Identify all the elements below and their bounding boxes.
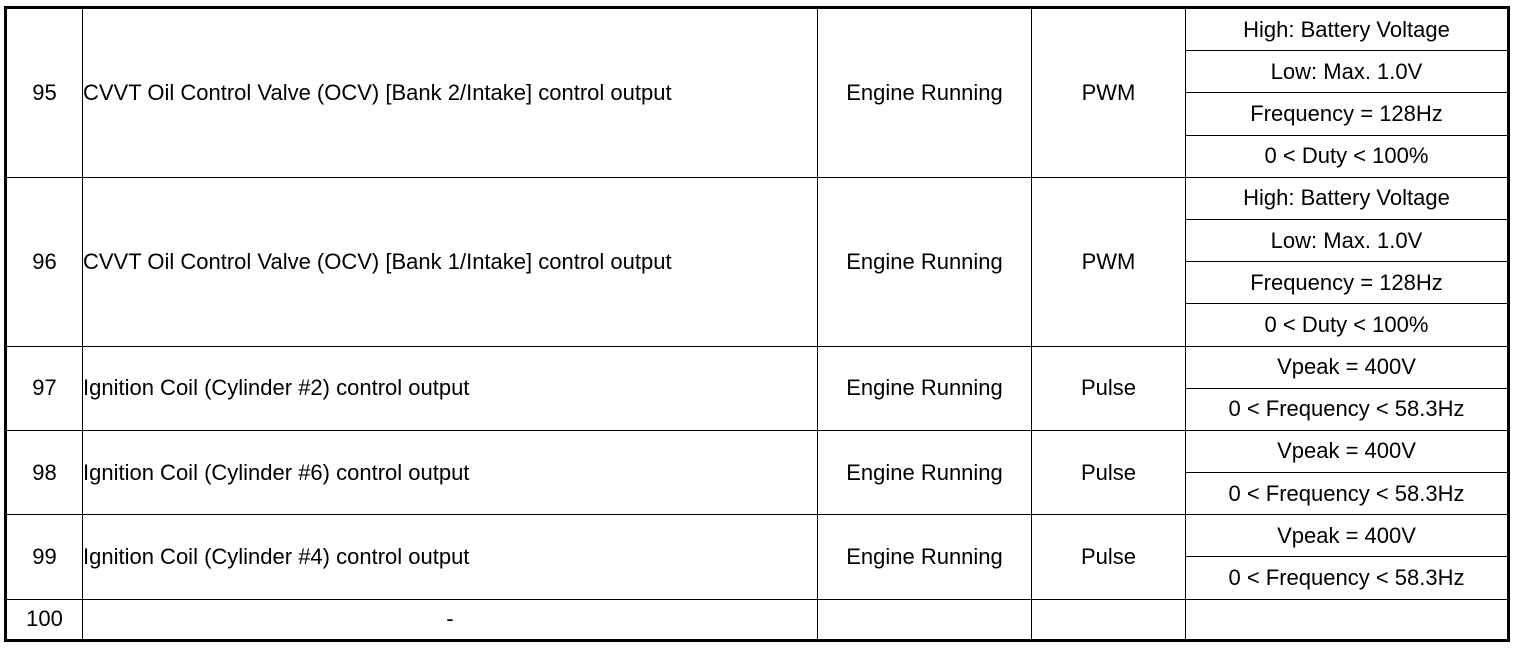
- pin-spec-table: [4, 6, 1510, 642]
- table-row: [6, 430, 1509, 472]
- pin-description: Ignition Coil (Cylinder #6) control output: [83, 430, 818, 514]
- pin-description: Ignition Coil (Cylinder #2) control output: [83, 346, 818, 430]
- spec-value: Vpeak = 400V: [1186, 430, 1509, 472]
- spec-value: 0 < Frequency < 58.3Hz: [1186, 557, 1509, 599]
- pin-number: 98: [6, 430, 83, 514]
- pin-number: 100: [6, 599, 83, 640]
- test-condition: Engine Running: [818, 346, 1032, 430]
- test-condition: Engine Running: [818, 177, 1032, 346]
- test-condition: Engine Running: [818, 515, 1032, 599]
- signal-type: Pulse: [1032, 430, 1186, 514]
- spec-value: 0 < Frequency < 58.3Hz: [1186, 473, 1509, 515]
- spec-value: Low: Max. 1.0V: [1186, 51, 1509, 93]
- spec-value: Low: Max. 1.0V: [1186, 219, 1509, 261]
- pin-number: 97: [6, 346, 83, 430]
- spec-value: High: Battery Voltage: [1186, 8, 1509, 51]
- spec-value: High: Battery Voltage: [1186, 177, 1509, 219]
- spec-value: 0 < Frequency < 58.3Hz: [1186, 388, 1509, 430]
- table-row: [6, 346, 1509, 388]
- signal-type: PWM: [1032, 177, 1186, 346]
- signal-type: PWM: [1032, 8, 1186, 178]
- test-condition: [818, 599, 1032, 640]
- signal-type: [1032, 599, 1186, 640]
- table-row: [6, 599, 1509, 640]
- spec-value: Frequency = 128Hz: [1186, 262, 1509, 304]
- spec-value: Vpeak = 400V: [1186, 515, 1509, 557]
- pin-number: 95: [6, 8, 83, 178]
- pin-number: 96: [6, 177, 83, 346]
- spec-value: [1186, 599, 1509, 640]
- table-row: [6, 515, 1509, 557]
- table-row: [6, 177, 1509, 219]
- pin-description: CVVT Oil Control Valve (OCV) [Bank 1/Intake] control output: [83, 177, 818, 346]
- pin-description: -: [83, 599, 818, 640]
- spec-value: 0 < Duty < 100%: [1186, 304, 1509, 346]
- test-condition: Engine Running: [818, 8, 1032, 178]
- spec-value: Vpeak = 400V: [1186, 346, 1509, 388]
- signal-type: Pulse: [1032, 346, 1186, 430]
- pin-number: 99: [6, 515, 83, 599]
- test-condition: Engine Running: [818, 430, 1032, 514]
- spec-value: 0 < Duty < 100%: [1186, 135, 1509, 177]
- pin-description: CVVT Oil Control Valve (OCV) [Bank 2/Intake] control output: [83, 8, 818, 178]
- pin-description: Ignition Coil (Cylinder #4) control output: [83, 515, 818, 599]
- spec-value: Frequency = 128Hz: [1186, 93, 1509, 135]
- signal-type: Pulse: [1032, 515, 1186, 599]
- table-row: [6, 8, 1509, 51]
